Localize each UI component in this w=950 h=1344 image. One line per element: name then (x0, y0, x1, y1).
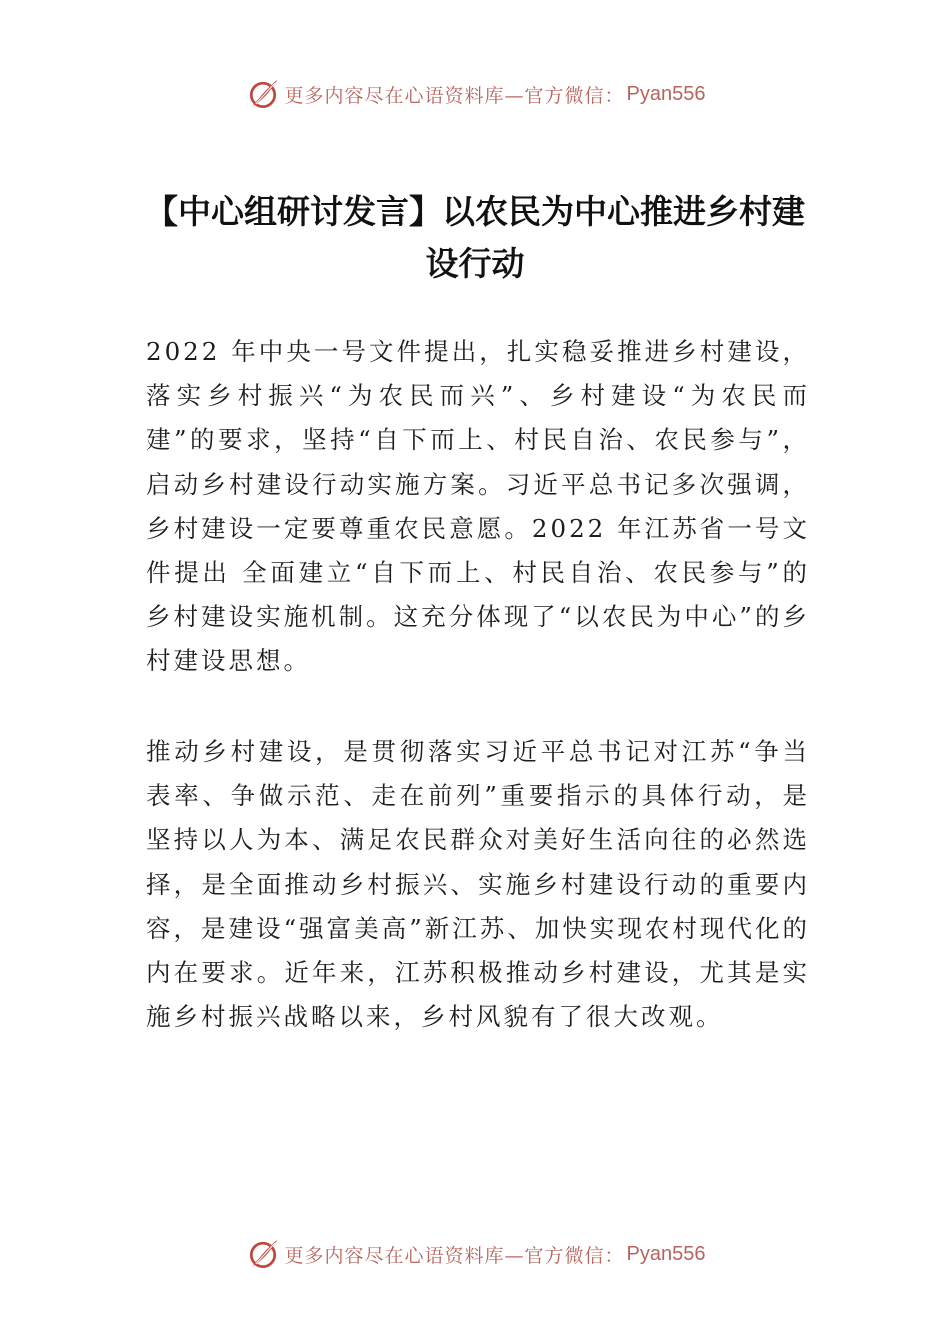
footer-banner (0, 1234, 950, 1274)
feather-logo-icon (245, 1236, 281, 1272)
paragraph-2: 推动乡村建设，是贯彻落实习近平总书记对江苏“争当表率、争做示范、走在前列”重要指示的具体行动，是坚持以人为本、满足农民群众对美好生活向往的必然选择，是全面推动乡村振兴、实施乡村建设行动的重要内容，是建设“强富美高”新江苏、加快实现农村现代化的内在要求。近年来，江苏积极推动乡村建设，尤其是实施乡村振兴战略以来，乡村风貌有了很大改观。 (146, 737, 810, 1032)
banner-wechat-id: Pyan556 (626, 1242, 706, 1265)
banner-wechat-id: Pyan556 (626, 82, 706, 105)
paragraph-1: 2022 年中央一号文件提出，扎实稳妥推进乡村建设，落实乡村振兴“为农民而兴”、乡村建设“为农民而建”的要求，坚持“自下而上、村民自治、农民参与”，启动乡村建设行动实施方案。习近平总书记多次强调，乡村建设一定要尊重农民意愿。2022 年江苏省一号文件提出 全面建立“自下而上、村民自治、农民参与”的乡村建设实施机制。这充分体现了“以农民为中心”的乡村建设思想。 (146, 337, 810, 676)
feather-logo-icon (245, 76, 281, 112)
header-banner (0, 74, 950, 114)
document-title: 【中心组研讨发言】以农民为中心推进乡村建设行动 (145, 192, 805, 284)
banner-text: 更多内容尽在心语资料库—官方微信： (284, 1244, 625, 1267)
banner-text: 更多内容尽在心语资料库—官方微信： (284, 84, 625, 107)
